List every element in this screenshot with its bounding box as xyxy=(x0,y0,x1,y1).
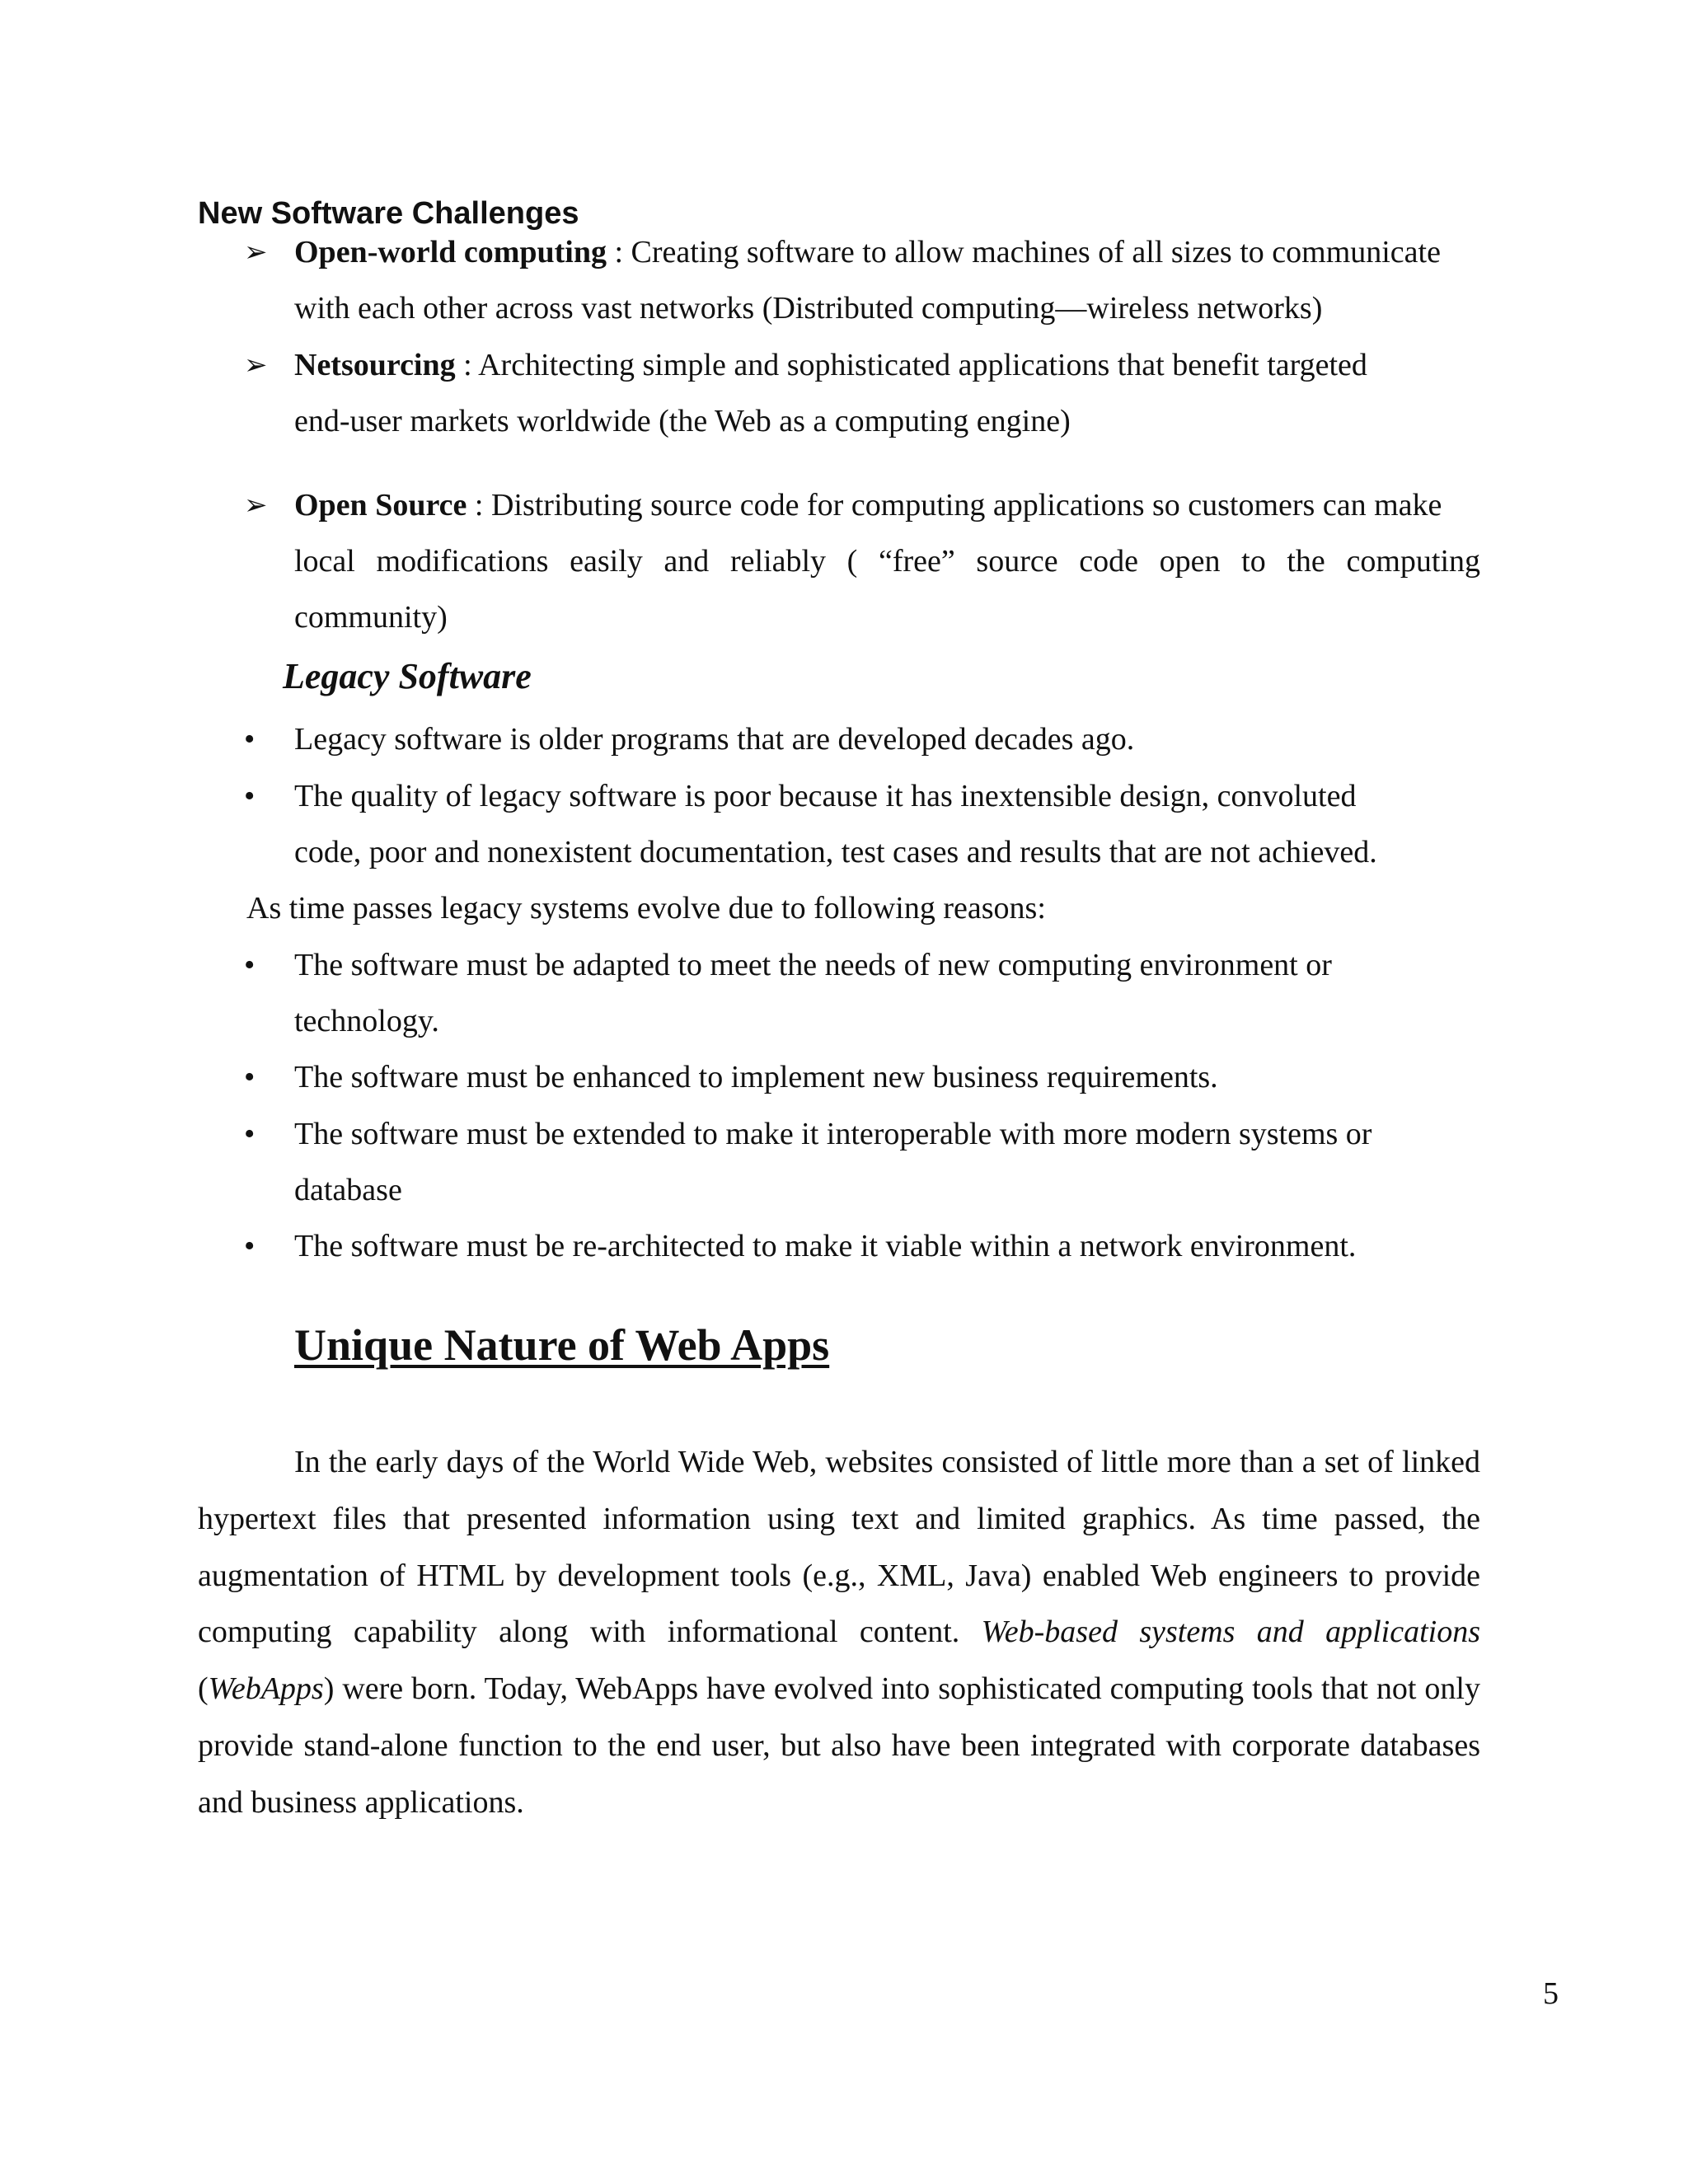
bullet-icon: • xyxy=(244,948,256,982)
emphasis-webapps: WebApps xyxy=(208,1671,324,1707)
reason-line: technology. xyxy=(294,1004,439,1038)
legacy-bullet-line: code, poor and nonexistent documentation, test cases and results that are not achieved. xyxy=(294,835,1377,869)
bullet-icon: • xyxy=(244,722,256,757)
bullet-icon: • xyxy=(244,1060,256,1094)
challenge-item-line: with each other across vast networks (Distributed computing—wireless networks) xyxy=(294,291,1323,326)
challenge-item-line: local modifications easily and reliably ( “free” source code open to the computing xyxy=(294,544,1480,579)
subheading-legacy-software: Legacy Software xyxy=(283,656,532,696)
reason-line: database xyxy=(294,1173,402,1207)
emphasis-web-based-systems: Web-based systems and applications xyxy=(981,1615,1480,1650)
arrow-bullet-icon: ➢ xyxy=(244,489,268,522)
webapps-paragraph: In the early days of the World Wide Web, websites consisted of little more than a set of linked hypertext files that presented information using text and limited graphics. As time passed, the augmentation of HTML by development tools (e.g., XML, Java) enabled Web engineers to provide computing capability along with informational content. Web-based systems and applications (WebApps) were born. Today, WebApps have evolved into sophisticated computing tools that not only provide stand-alone function to the end user, but also have been integrated with corporate databases and business applications. xyxy=(198,1445,1480,1820)
challenge-term: Open Source xyxy=(294,488,467,523)
challenge-term: Netsourcing xyxy=(294,348,456,382)
legacy-bullet-line: Legacy software is older programs that are developed decades ago. xyxy=(294,722,1135,757)
reason-line: The software must be enhanced to implement new business requirements. xyxy=(294,1060,1218,1094)
heading-unique-nature-web-apps: Unique Nature of Web Apps xyxy=(294,1320,830,1370)
challenge-term: Open-world computing xyxy=(294,235,607,269)
bullet-icon: • xyxy=(244,1229,256,1263)
challenge-item-line: Netsourcing : Architecting simple and sophisticated applications that benefit targeted xyxy=(294,348,1367,382)
reason-line: The software must be adapted to meet the needs of new computing environment or xyxy=(294,948,1332,982)
arrow-bullet-icon: ➢ xyxy=(244,349,268,382)
legacy-intro: As time passes legacy systems evolve due to following reasons: xyxy=(246,891,1046,926)
bullet-icon: • xyxy=(244,779,256,813)
reason-line: The software must be re-architected to make it viable within a network environment. xyxy=(294,1229,1357,1263)
bullet-icon: • xyxy=(244,1117,256,1151)
reason-line: The software must be extended to make it interoperable with more modern systems or xyxy=(294,1117,1372,1151)
page-number: 5 xyxy=(1543,1976,1559,2011)
challenge-item-line: Open Source : Distributing source code for computing applications so customers can make xyxy=(294,488,1442,523)
legacy-bullet-line: The quality of legacy software is poor because it has inextensible design, convoluted xyxy=(294,779,1357,813)
section-heading-new-software-challenges: New Software Challenges xyxy=(198,196,579,231)
challenge-item-line: end-user markets worldwide (the Web as a computing engine) xyxy=(294,404,1071,438)
challenge-item-line: Open-world computing : Creating software to allow machines of all sizes to communicate xyxy=(294,235,1441,269)
arrow-bullet-icon: ➢ xyxy=(244,236,268,269)
challenge-item-line: community) xyxy=(294,600,448,635)
